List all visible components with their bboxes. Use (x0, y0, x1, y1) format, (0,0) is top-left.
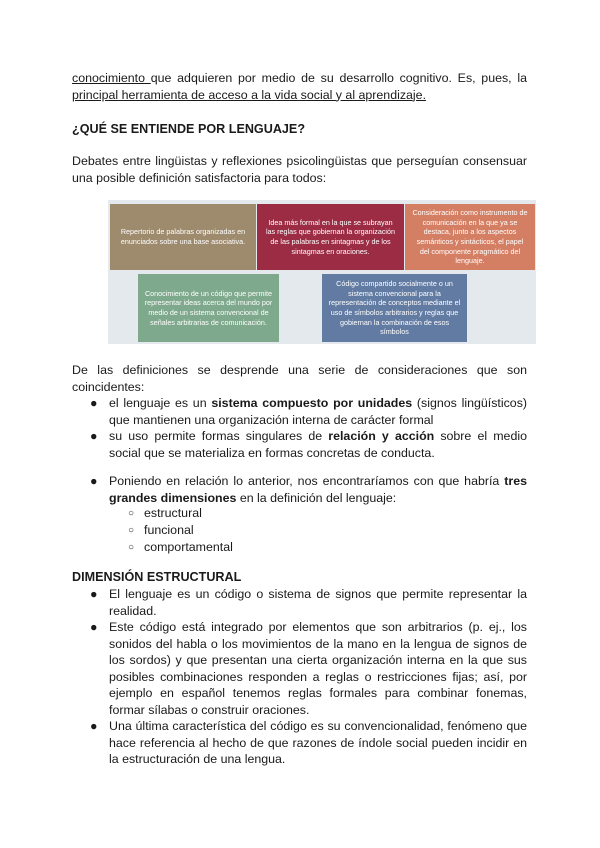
bullet-icon: ● (90, 719, 98, 733)
list-item: ● Poniendo en relación lo anterior, nos encontraríamos con que habría tres grandes dimensiones en la definición del lenguaje: (90, 474, 527, 505)
intro-underlined-phrase: principal herramienta de acceso a la vida social y al aprendizaje. (72, 87, 427, 102)
list-item: ○ comportamental (128, 540, 233, 554)
definitions-diagram (108, 200, 536, 344)
circle-bullet-icon: ○ (128, 525, 135, 536)
structural-list (90, 586, 527, 768)
definition-box-repertorio: Repertorio de palabras organizadas en enunciados sobre una base asociativa. (110, 204, 256, 270)
definition-box-codigo: Conocimiento de un código que permite representar ideas acerca del mundo por medio de un sistema convencional de señales arbitrarias de comunicación. (138, 274, 279, 342)
dimensions-intro-list (90, 473, 527, 506)
intro-text: que adquieren por medio de su desarrollo cognitivo. Es, pues, la (150, 71, 527, 85)
circle-bullet-icon: ○ (128, 508, 135, 519)
bullet-icon: ● (90, 396, 98, 410)
heading-que-se-entiende: ¿QUÉ SE ENTIENDE POR LENGUAJE? (72, 122, 306, 136)
definition-box-reglas: Idea más formal en la que se subrayan las reglas que gobiernan la organización de las palabras en sintagmas y de los sintagmas en oraciones. (257, 204, 404, 270)
list-item: ● el lenguaje es un sistema compuesto por unidades (signos lingüísticos) que mantienen una organización interna de carácter formal (90, 396, 528, 427)
heading-dimension-estructural: DIMENSIÓN ESTRUCTURAL (72, 570, 242, 584)
considerations-list (90, 395, 527, 461)
intro-paragraph (72, 70, 527, 103)
intro-underlined-term: conocimiento (72, 71, 151, 85)
list-item: ● su uso permite formas singulares de relación y acción sobre el medio social que se materializa en formas concretas de conducta. (90, 429, 527, 460)
bullet-icon: ● (90, 620, 98, 634)
definition-box-codigo-compartido: Código compartido socialmente o un sistema convencional para la representación de conceptos mediante el uso de símbolos arbitrarios y reglas que gobiernan la combinación de esos símbolos (322, 274, 467, 342)
bullet-icon: ● (90, 429, 98, 443)
bullet-icon: ● (90, 587, 98, 601)
list-item: ○ estructural (128, 506, 202, 520)
list-item: ○ funcional (128, 523, 194, 537)
debate-paragraph: Debates entre lingüistas y reflexiones psicolingüistas que perseguían consensuar una posible definición satisfactoria para todos: (72, 154, 527, 185)
dimensions-list (128, 505, 233, 556)
list-item: ● Una última característica del código es su convencionalidad, fenómeno que hace referencia al hecho de que razones de índole social pueden incidir en la estructuración de una lengua. (90, 719, 527, 766)
list-item: ● Este código está integrado por elementos que son arbitrarios (p. ej., los sonidos del habla o los movimientos de la mano en la lengua de signos de los sordos) y que presentan una cierta organización interna en la que sus posibles combinaciones responden a reglas o restricciones fijas; así, por ejemplo en español tenemos reglas formales para combinar fonemas, formar sílabas o construir oraciones. (90, 620, 527, 717)
considerations-paragraph: De las definiciones se desprende una serie de consideraciones que son coincidentes: (72, 363, 527, 394)
circle-bullet-icon: ○ (128, 542, 135, 553)
bullet-icon: ● (90, 474, 98, 488)
definition-box-comunicacion: Consideración como instrumento de comunicación en la que ya se destaca, junto a los aspectos semánticos y sintácticos, el papel del componente pragmático del lenguaje. (405, 204, 535, 270)
list-item: ● El lenguaje es un código o sistema de signos que permite representar la realidad. (90, 587, 527, 618)
